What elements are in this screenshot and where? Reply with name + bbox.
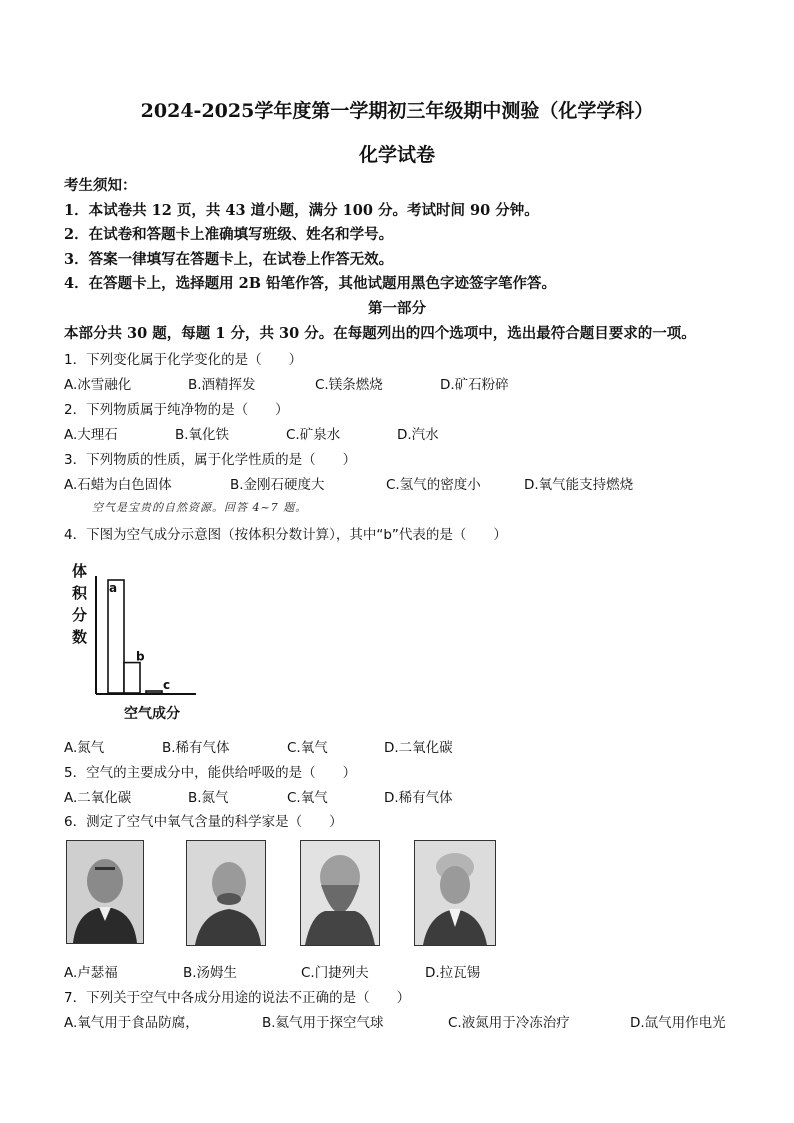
q4-option-a: A.氮气 (64, 740, 105, 756)
chart-bar-c (146, 691, 162, 693)
q4-option-d: D.二氧化碳 (384, 740, 453, 756)
q4-option-c: C.氧气 (287, 740, 328, 756)
notice-item-4: 4．在答题卡上，选择题用 2B 铅笔作答，其他试题用黑色字迹签字笔作答。 (64, 275, 557, 292)
q3-option-d: D.氧气能支持燃烧 (524, 477, 634, 493)
chart-xlabel: 空气成分 (124, 706, 180, 722)
question-3-stem: 3．下列物质的性质，属于化学性质的是（ ） (64, 452, 357, 468)
portrait-thomson-image (186, 840, 266, 946)
q2-option-a: A.大理石 (64, 427, 118, 443)
q6-option-b: B.汤姆生 (183, 965, 238, 981)
chart-ylabel-char: 分 (72, 606, 88, 624)
question-5-stem: 5．空气的主要成分中，能供给呼吸的是（ ） (64, 765, 357, 781)
part1-title: 第一部分 (368, 300, 426, 317)
notice-heading: 考生须知： (64, 177, 137, 194)
chart-bar-label-b: b (136, 649, 145, 664)
q6-option-d: D.拉瓦锡 (425, 965, 481, 981)
notice-item-2: 2．在试卷和答题卡上准确填写班级、姓名和学号。 (64, 226, 394, 243)
part1-instruction: 本部分共 30 题，每题 1 分，共 30 分。在每题列出的四个选项中，选出最符合题目要求的一项。 (64, 325, 696, 342)
question-7-stem: 7．下列关于空气中各成分用途的说法不正确的是（ ） (64, 990, 411, 1006)
chart-bar-label-a: a (109, 581, 118, 595)
q3-option-b: B.金刚石硬度大 (230, 477, 325, 493)
exam-title: 2024-2025学年度第一学期初三年级期中测验（化学学科） (140, 100, 654, 122)
chart-bar-a (108, 580, 124, 693)
notice-item-1: 1．本试卷共 12 页，共 43 道小题，满分 100 分。考试时间 90 分钟。 (64, 202, 539, 219)
exam-subtitle: 化学试卷 (358, 144, 435, 166)
q5-option-b: B.氮气 (188, 790, 229, 806)
q2-option-c: C.矿泉水 (286, 427, 341, 443)
question-6-stem: 6．测定了空气中氧气含量的科学家是（ ） (64, 814, 343, 830)
portrait-rutherford-image (66, 840, 144, 944)
q2-option-b: B.氧化铁 (175, 427, 230, 443)
question-4-stem: 4．下图为空气成分示意图（按体积分数计算），其中“b”代表的是（ ） (64, 527, 507, 543)
portrait-lavoisier-image (414, 840, 496, 946)
q1-option-d: D.矿石粉碎 (440, 377, 509, 393)
q2-option-d: D.汽水 (397, 427, 439, 443)
notice-item-3: 3．答案一律填写在答题卡上，在试卷上作答无效。 (64, 251, 394, 268)
q6-option-c: C.门捷列夫 (301, 965, 369, 981)
q4-option-b: B.稀有气体 (162, 740, 230, 756)
q1-option-b: B.酒精挥发 (188, 377, 256, 393)
question-2-stem: 2．下列物质属于纯净物的是（ ） (64, 402, 289, 418)
q1-option-a: A.冰雪融化 (64, 377, 132, 393)
question-1-stem: 1．下列变化属于化学变化的是（ ） (64, 352, 303, 368)
q1-option-c: C.镁条燃烧 (315, 377, 383, 393)
q5-option-c: C.氧气 (287, 790, 328, 806)
chart-ylabel-char: 数 (72, 628, 88, 646)
chart-bars (108, 580, 170, 693)
chart-ylabel (72, 562, 88, 646)
q6-option-a: A.卢瑟福 (64, 965, 118, 981)
chart-bar-label-c: c (163, 678, 171, 692)
q3-option-c: C.氢气的密度小 (386, 477, 481, 493)
q7-option-a: A.氧气用于食品防腐， (64, 1015, 199, 1031)
handwritten-note: 空气是宝贵的自然资源。回答 4~7 题。 (92, 501, 308, 514)
chart-ylabel-char: 积 (72, 584, 88, 602)
chart-bar-b (124, 663, 140, 693)
chart-ylabel-char: 体 (72, 562, 88, 580)
chart-svg (64, 558, 214, 728)
q5-option-d: D.稀有气体 (384, 790, 453, 806)
q5-option-a: A.二氧化碳 (64, 790, 132, 806)
portrait-mendeleev-image (300, 840, 380, 946)
q7-option-d: D.氙气用作电光 (630, 1015, 726, 1031)
q3-option-a: A.石蜡为白色固体 (64, 477, 172, 493)
air-composition-chart (64, 558, 214, 728)
q7-option-b: B.氦气用于探空气球 (262, 1015, 384, 1031)
q7-option-c: C.液氮用于冷冻治疗 (448, 1015, 570, 1031)
